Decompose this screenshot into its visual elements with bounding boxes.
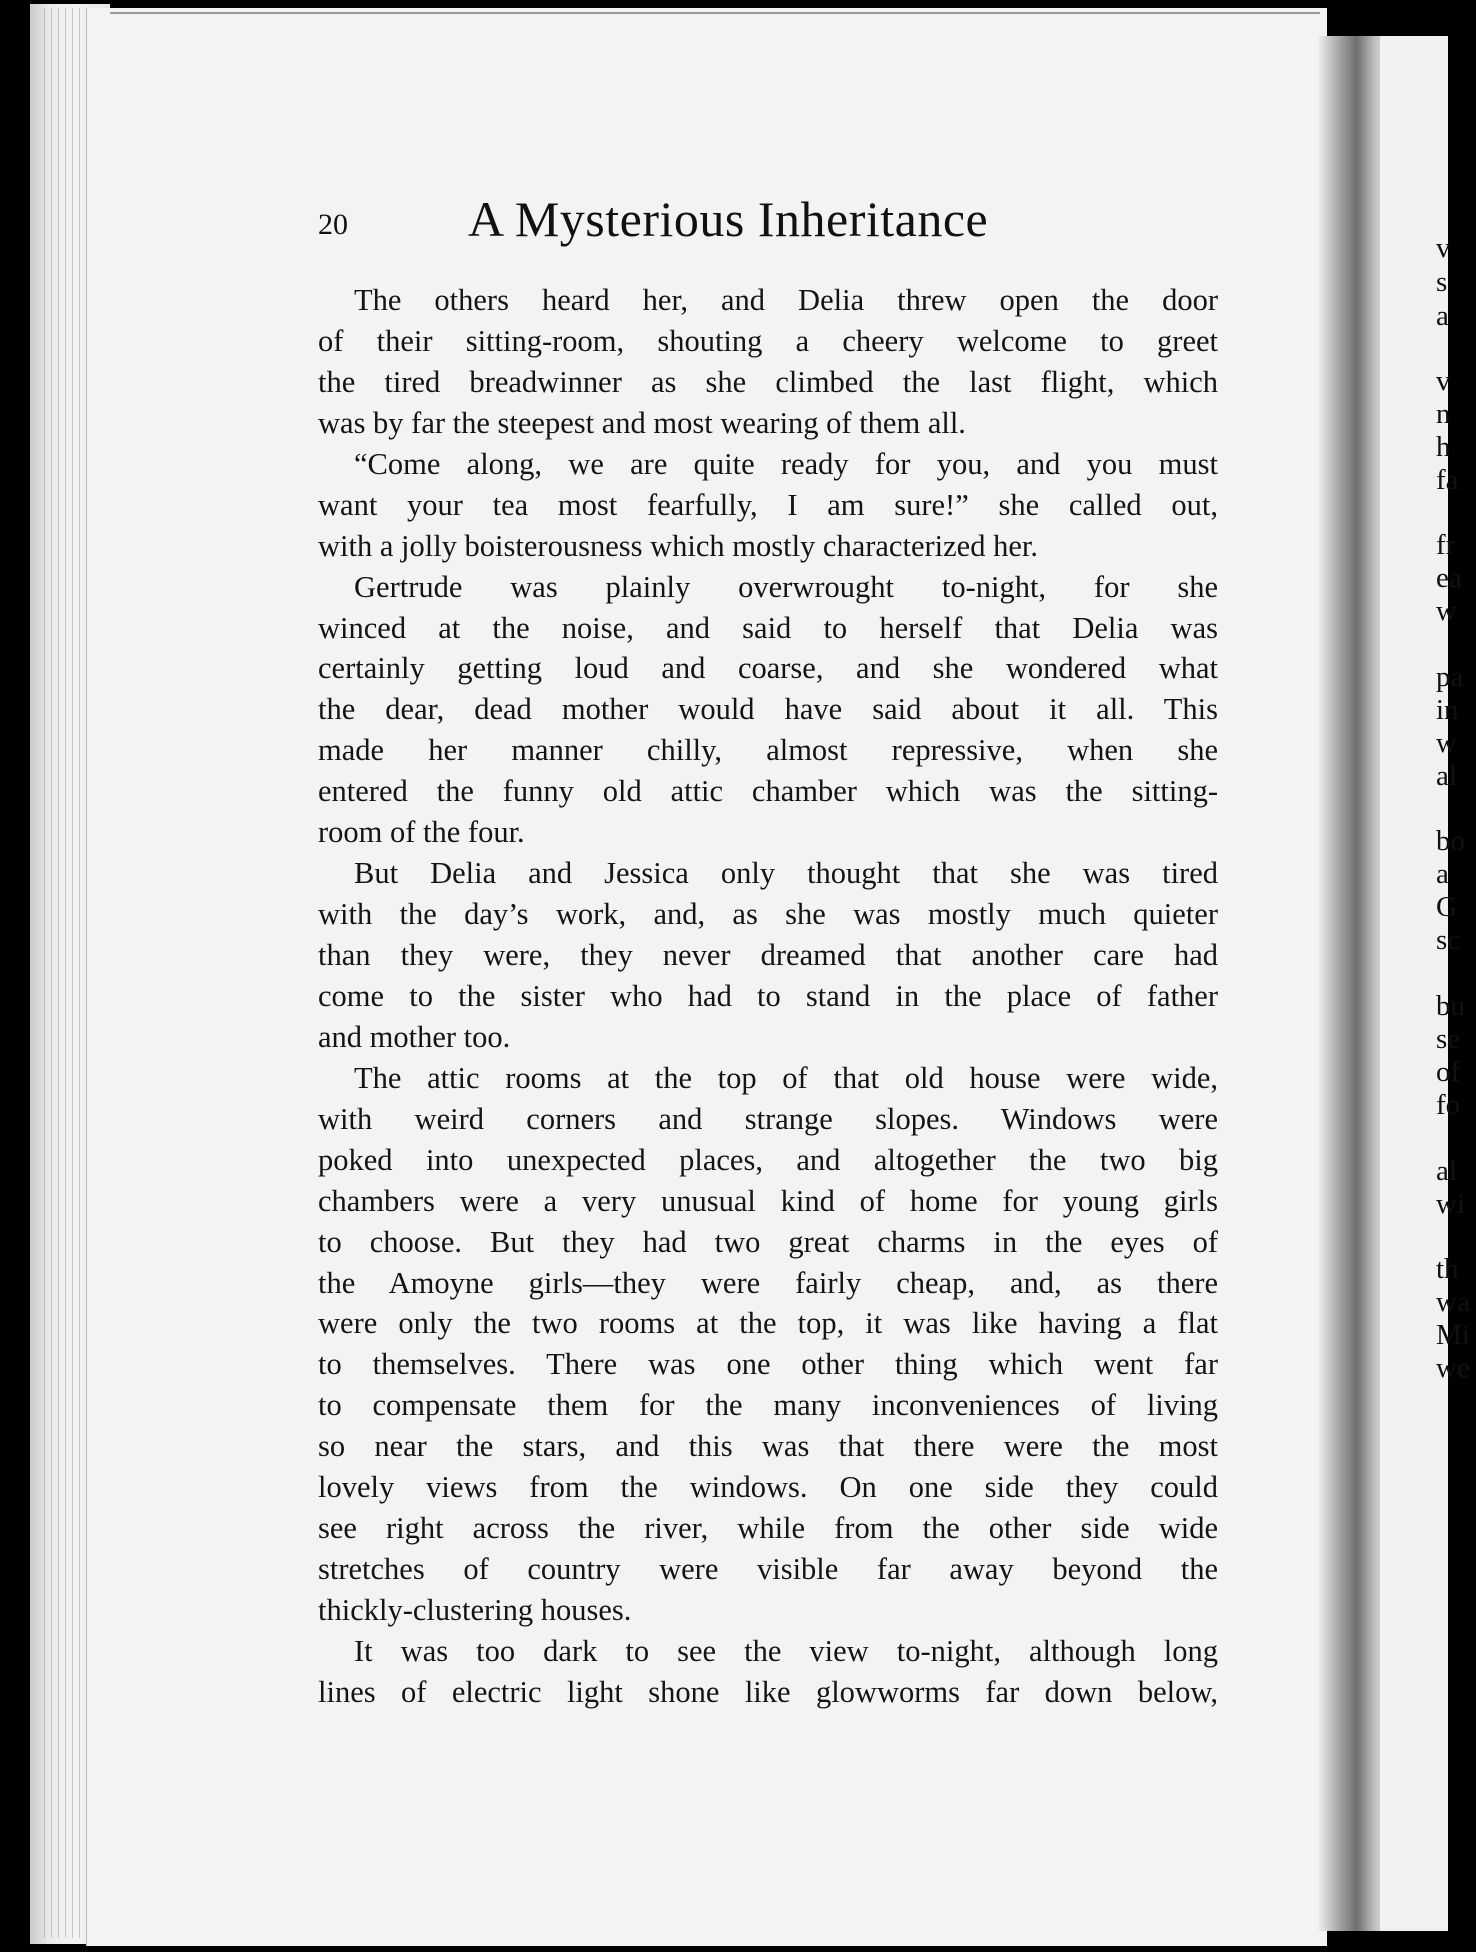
text-line: certainly getting loud and coarse, and she wondered what: [318, 651, 1218, 686]
text-line: to compensate them for the many inconveniences of living: [318, 1388, 1218, 1423]
text-line: the Amoyne girls—they were fairly cheap, and, as there: [318, 1265, 1218, 1300]
text-line: lines of electric light shone like glowworms far down below,: [318, 1674, 1218, 1709]
facing-page-fragment: Mi: [1436, 1319, 1470, 1351]
text-line: with weird corners and strange slopes. Windows were: [318, 1101, 1218, 1136]
text-line: and mother too.: [318, 1019, 511, 1054]
text-line: were only the two rooms at the top, it was like having a flat: [318, 1306, 1218, 1341]
text-line: thickly-clustering houses.: [318, 1593, 632, 1627]
page-number: 20: [318, 208, 348, 241]
facing-page-fragment: wi: [1436, 1188, 1465, 1220]
text-line: the tired breadwinner as she climbed the last flight, which: [318, 364, 1218, 399]
facing-page: [1380, 36, 1470, 1931]
text-line: But Delia and Jessica only thought that she was tired: [354, 856, 1218, 891]
facing-page-fragment: w: [1436, 727, 1457, 759]
text-line: Gertrude was plainly overwrought to-night, for she: [354, 569, 1218, 604]
page-top-edge: [110, 12, 1320, 14]
facing-page-fragment: ea: [1436, 562, 1462, 594]
facing-page-fragment: bo: [1436, 825, 1465, 857]
running-head: [318, 190, 1218, 254]
text-line: so near the stars, and this was that there were the most: [318, 1429, 1218, 1464]
facing-page-fragment: bu: [1436, 990, 1465, 1022]
text-line: chambers were a very unusual kind of home for young girls: [318, 1183, 1218, 1218]
text-line: of their sitting-room, shouting a cheery welcome to greet: [318, 323, 1218, 358]
facing-page-fragment: fo: [1436, 1089, 1461, 1121]
book-title: A Mysterious Inheritance: [468, 191, 989, 247]
text-line: see right across the river, while from the other side wide: [318, 1511, 1218, 1546]
text-line: to themselves. There was one other thing which went far: [318, 1347, 1218, 1382]
text-line: to choose. But they had two great charms in the eyes of: [318, 1224, 1218, 1259]
text-line: room of the four.: [318, 815, 525, 850]
text-line: come to the sister who had to stand in the place of father: [318, 978, 1218, 1013]
facing-page-fragment: sc: [1436, 924, 1461, 956]
text-line: lovely views from the windows. On one side they could: [318, 1470, 1218, 1505]
facing-page-fragment: fr: [1436, 529, 1456, 561]
facing-page-fragment: h: [1436, 431, 1451, 463]
text-line: stretches of country were visible far away beyond the: [318, 1552, 1218, 1587]
text-line: winced at the noise, and said to herself that Delia was: [318, 610, 1218, 645]
text-line: The attic rooms at the top of that old house were wide,: [354, 1060, 1218, 1095]
text-line: entered the funny old attic chamber which was the sitting-: [318, 774, 1218, 809]
text-line: was by far the steepest and most wearing of them all.: [318, 405, 966, 440]
text-line: than they were, they never dreamed that another care had: [318, 938, 1218, 972]
facing-page-fragment: th: [1436, 1253, 1459, 1285]
facing-page-fragment: a: [1436, 300, 1449, 332]
facing-page-fragment: wa: [1436, 1286, 1470, 1318]
text-line: with the day’s work, and, as she was mostly much quieter: [318, 897, 1218, 932]
facing-page-fragment: fa: [1436, 464, 1459, 496]
text-line: The others heard her, and Delia threw open the door: [354, 283, 1218, 317]
text-line: want your tea most fearfully, I am sure!” she called out,: [318, 487, 1218, 522]
text-line: poked into unexpected places, and altogether the two big: [318, 1142, 1218, 1177]
facing-page-fragment: se: [1436, 1023, 1461, 1055]
facing-page-fragment: pa: [1436, 661, 1464, 693]
facing-page-fragment: n: [1436, 398, 1451, 430]
facing-page-fragment: of: [1436, 1056, 1461, 1088]
facing-page-fragment: v: [1436, 365, 1451, 397]
facing-page-fragment: v: [1436, 232, 1451, 264]
facing-page-fragment: s: [1436, 266, 1448, 298]
facing-page-fragment: w: [1436, 595, 1457, 627]
text-line: the dear, dead mother would have said about it all. This: [318, 692, 1218, 727]
text-line: It was too dark to see the view to-night, although long: [354, 1633, 1218, 1668]
facing-page-fragment: al: [1436, 760, 1457, 792]
facing-page-fragment: in: [1436, 694, 1459, 726]
body-text: [318, 280, 1218, 1713]
facing-page-fragment: a: [1436, 858, 1449, 890]
text-line: with a jolly boisterousness which mostly characterized her.: [318, 528, 1038, 563]
text-line: made her manner chilly, almost repressive, when she: [318, 733, 1218, 768]
facing-page-fragment: we: [1436, 1352, 1470, 1384]
text-line: “Come along, we are quite ready for you, and you must: [354, 446, 1218, 481]
book-gutter-shadow: [1318, 36, 1388, 1931]
facing-page-fragment: G: [1436, 891, 1457, 923]
facing-page-fragment: al: [1436, 1155, 1457, 1187]
